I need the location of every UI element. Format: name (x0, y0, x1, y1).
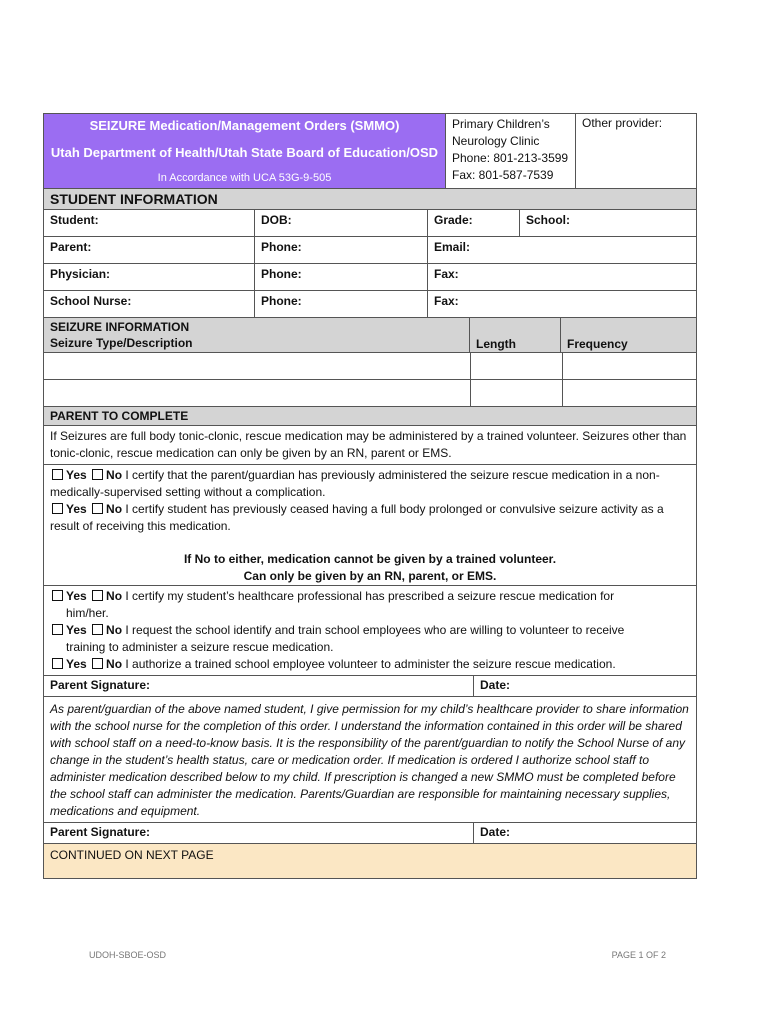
seizure-type-cell[interactable] (44, 380, 471, 406)
question-5-text: I authorize a trained school employee volunteer to administer the seizure rescue medication. (125, 657, 616, 671)
smmo-form (43, 113, 697, 879)
email-field[interactable] (428, 237, 696, 263)
question-3-text: I certify my student’s healthcare professional has prescribed a seizure rescue medication for (125, 589, 615, 603)
no-checkbox[interactable] (92, 469, 103, 480)
footer-page-number: PAGE 1 OF 2 (611, 950, 666, 960)
form-statute: In Accordance with UCA 53G-9-505 (157, 172, 332, 184)
physician-field[interactable] (44, 264, 255, 290)
nurse-fax-label: Fax: (434, 294, 459, 308)
question-1 (50, 467, 690, 501)
seizure-frequency-cell[interactable] (563, 380, 696, 406)
seizure-info-header (44, 318, 696, 353)
question-4-cont: training to administer a seizure rescue medication. (66, 640, 334, 654)
question-3 (50, 588, 690, 605)
yes-checkbox[interactable] (52, 624, 63, 635)
physician-label: Physician: (50, 267, 111, 281)
consent-text: As parent/guardian of the above named student, I give permission for my child’s healthcare provider to share information with the school nurse for the completion of this order. I understand the information contained in this order will be shared with school staff on a need-to-know basis. It is the responsibility of the parent/guardian to notify the School Nurse of any change in the student’s health status, care or medication order. If medication is ordered I authorize school staff to administer medication described below to my child. If prescription is changed a new SMMO must be completed before the school staff can administer the medication. Parents/Guardian are responsible for maintaining necessary supplies, medications and equipment. (44, 697, 696, 823)
question-1-text: I certify that the parent/guardian has previously administered the seizure rescue medication in a non-medically-supervised setting without a complication. (50, 468, 660, 499)
nurse-phone-label: Phone: (261, 294, 302, 308)
seizure-type-cell[interactable] (44, 353, 471, 379)
yes-label: Yes (66, 589, 87, 603)
clinic-fax: Fax: 801-587-7539 (452, 168, 554, 182)
seizure-row (44, 380, 696, 407)
no-checkbox[interactable] (92, 590, 103, 601)
other-provider-field[interactable] (576, 114, 696, 188)
parent-signature-label-2: Parent Signature: (50, 825, 151, 839)
question-2 (50, 501, 690, 535)
seizure-frequency-cell[interactable] (563, 353, 696, 379)
seizure-row (44, 353, 696, 380)
continued-banner: CONTINUED ON NEXT PAGE (44, 844, 696, 878)
yes-checkbox[interactable] (52, 658, 63, 669)
certify-block-1 (44, 465, 696, 585)
question-3-cont: him/her. (66, 606, 109, 620)
student-field[interactable] (44, 210, 255, 236)
physician-phone-label: Phone: (261, 267, 302, 281)
question-5 (50, 656, 690, 673)
form-title-block (44, 114, 446, 188)
volunteer-warning-1: If No to either, medication cannot be given by a trained volunteer. (183, 552, 557, 566)
no-checkbox[interactable] (92, 658, 103, 669)
signature-date-label-2: Date: (480, 825, 511, 839)
signature-date-label: Date: (480, 678, 511, 692)
seizure-type-column: Seizure Type/Description (50, 336, 193, 350)
nurse-label: School Nurse: (50, 294, 132, 308)
parent-label: Parent: (50, 240, 92, 254)
nurse-fax-field[interactable] (428, 291, 696, 317)
footer-left: UDOH-SBOE-OSD (89, 950, 167, 960)
no-checkbox[interactable] (92, 624, 103, 635)
nurse-field[interactable] (44, 291, 255, 317)
signature-date-field[interactable] (474, 676, 696, 696)
clinic-name-2: Neurology Clinic (452, 134, 540, 148)
parent-signature-row-2 (44, 823, 696, 844)
form-title: SEIZURE Medication/Management Orders (SMMO) (89, 118, 400, 133)
nurse-phone-field[interactable] (255, 291, 428, 317)
parent-signature-field[interactable] (44, 676, 474, 696)
yes-label: Yes (66, 657, 87, 671)
no-label: No (106, 623, 123, 637)
form-header (44, 114, 696, 189)
no-label: No (106, 657, 123, 671)
question-2-text: I certify student has previously ceased having a full body prolonged or convulsive seizure activity as a result of receiving this medication. (50, 502, 664, 533)
seizure-info-heading: SEIZURE INFORMATION (50, 320, 190, 334)
parent-field[interactable] (44, 237, 255, 263)
parent-section-heading: PARENT TO COMPLETE (44, 407, 696, 426)
yes-label: Yes (66, 502, 87, 516)
rescue-intro-text: If Seizures are full body tonic-clonic, rescue medication may be administered by a trained volunteer. Seizures other than tonic-clonic, rescue medication can only be given by an RN, parent or EMS. (44, 426, 696, 465)
clinic-phone: Phone: 801-213-3599 (452, 151, 569, 165)
length-column: Length (470, 318, 561, 352)
parent-signature-label: Parent Signature: (50, 678, 151, 692)
no-label: No (106, 468, 123, 482)
parent-phone-field[interactable] (255, 237, 428, 263)
parent-signature-field-2[interactable] (44, 823, 474, 843)
parent-phone-label: Phone: (261, 240, 302, 254)
no-checkbox[interactable] (92, 503, 103, 514)
yes-label: Yes (66, 468, 87, 482)
other-provider-label: Other provider: (582, 116, 663, 130)
nurse-row (44, 291, 696, 318)
frequency-column: Frequency (567, 337, 628, 351)
clinic-info (446, 114, 576, 188)
seizure-length-cell[interactable] (471, 380, 563, 406)
seizure-length-cell[interactable] (471, 353, 563, 379)
student-row (44, 210, 696, 237)
parent-row (44, 237, 696, 264)
grade-field[interactable] (428, 210, 520, 236)
no-label: No (106, 502, 123, 516)
clinic-name-1: Primary Children’s (452, 117, 550, 131)
yes-checkbox[interactable] (52, 469, 63, 480)
seizure-type-header (44, 318, 470, 352)
certify-block-2 (44, 585, 696, 676)
email-label: Email: (434, 240, 471, 254)
question-4 (50, 622, 690, 639)
dob-label: DOB: (261, 213, 292, 227)
spacer (50, 535, 690, 551)
student-label: Student: (50, 213, 99, 227)
no-label: No (106, 589, 123, 603)
question-4-text: I request the school identify and train school employees who are willing to volunteer to receive (125, 623, 625, 637)
grade-label: Grade: (434, 213, 473, 227)
signature-date-field-2[interactable] (474, 823, 696, 843)
physician-fax-label: Fax: (434, 267, 459, 281)
volunteer-warning-2: Can only be given by an RN, parent, or EMS. (243, 569, 497, 583)
student-info-heading: STUDENT INFORMATION (44, 189, 696, 210)
physician-phone-field[interactable] (255, 264, 428, 290)
yes-label: Yes (66, 623, 87, 637)
physician-fax-field[interactable] (428, 264, 696, 290)
dob-field[interactable] (255, 210, 428, 236)
form-agency: Utah Department of Health/Utah State Board of Education/OSD (50, 145, 439, 160)
seizure-info-section (44, 318, 696, 407)
school-label: School: (526, 213, 570, 227)
yes-checkbox[interactable] (52, 590, 63, 601)
parent-signature-row (44, 676, 696, 697)
school-field[interactable] (520, 210, 696, 236)
yes-checkbox[interactable] (52, 503, 63, 514)
physician-row (44, 264, 696, 291)
